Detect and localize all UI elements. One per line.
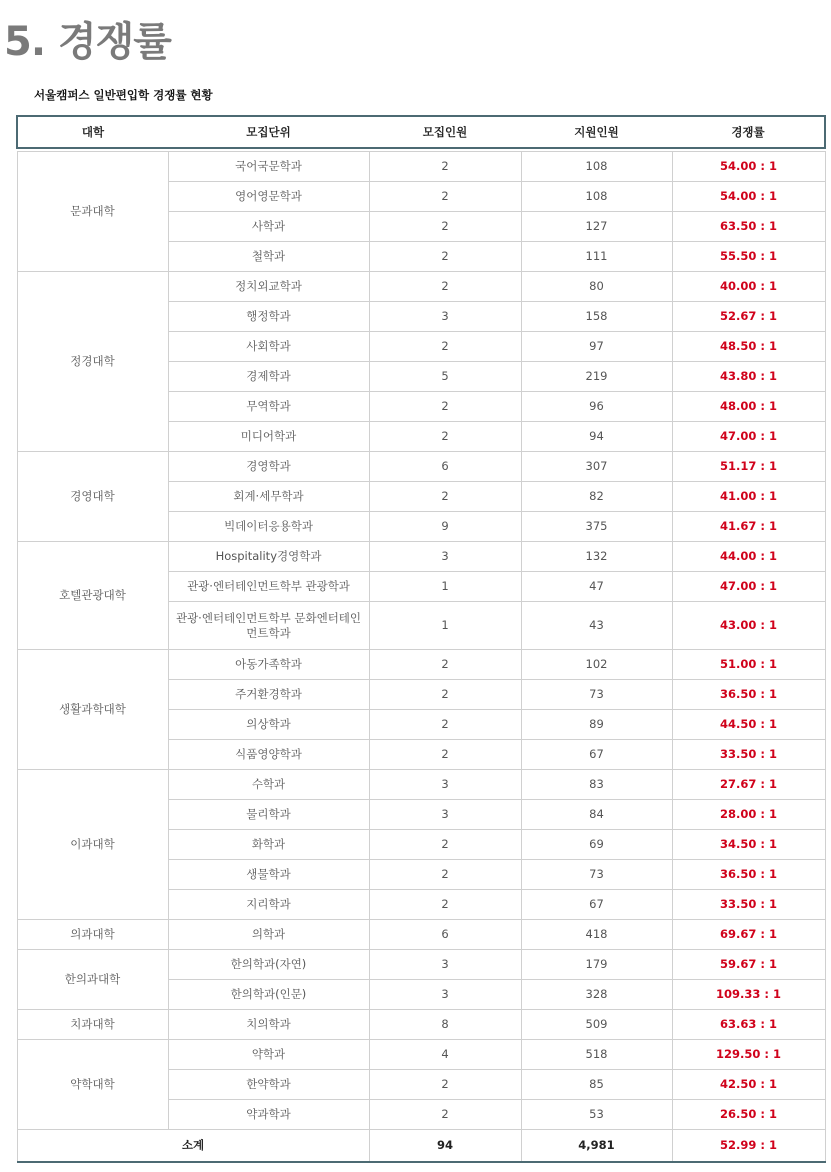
applicants-cell: 219 bbox=[521, 362, 672, 392]
rate-cell: 43.80 : 1 bbox=[672, 362, 825, 392]
table-row bbox=[17, 920, 825, 950]
applicants-cell: 83 bbox=[521, 770, 672, 800]
applicants-cell: 375 bbox=[521, 512, 672, 542]
rate-cell: 42.50 : 1 bbox=[672, 1070, 825, 1100]
table-subtitle: 서울캠퍼스 일반편입학 경쟁률 현황 bbox=[34, 88, 213, 102]
table-row bbox=[17, 272, 825, 302]
unit-cell: 경영학과 bbox=[168, 452, 369, 482]
unit-cell: 지리학과 bbox=[168, 890, 369, 920]
applicants-cell: 84 bbox=[521, 800, 672, 830]
applicants-cell: 111 bbox=[521, 242, 672, 272]
applicants-cell: 43 bbox=[521, 602, 672, 650]
rate-cell: 47.00 : 1 bbox=[672, 422, 825, 452]
applicants-cell: 89 bbox=[521, 710, 672, 740]
quota-cell: 3 bbox=[369, 950, 521, 980]
applicants-cell: 97 bbox=[521, 332, 672, 362]
quota-cell: 2 bbox=[369, 212, 521, 242]
unit-cell: 무역학과 bbox=[168, 392, 369, 422]
applicants-cell: 418 bbox=[521, 920, 672, 950]
unit-cell: 미디어학과 bbox=[168, 422, 369, 452]
unit-cell: 아동가족학과 bbox=[168, 650, 369, 680]
total-rate-cell: 52.99 : 1 bbox=[672, 1130, 825, 1163]
rate-cell: 28.00 : 1 bbox=[672, 800, 825, 830]
rate-cell: 43.00 : 1 bbox=[672, 602, 825, 650]
college-name-cell: 약학대학 bbox=[17, 1040, 168, 1130]
table-header-row bbox=[17, 116, 825, 148]
unit-cell: 주거환경학과 bbox=[168, 680, 369, 710]
unit-cell: 경제학과 bbox=[168, 362, 369, 392]
applicants-cell: 328 bbox=[521, 980, 672, 1010]
applicants-cell: 158 bbox=[521, 302, 672, 332]
unit-cell: 관광·엔터테인먼트학부 문화엔터테인먼트학과 bbox=[168, 602, 369, 650]
unit-cell: 약과학과 bbox=[168, 1100, 369, 1130]
quota-cell: 3 bbox=[369, 770, 521, 800]
rate-cell: 69.67 : 1 bbox=[672, 920, 825, 950]
unit-cell: 약학과 bbox=[168, 1040, 369, 1070]
applicants-cell: 96 bbox=[521, 392, 672, 422]
table-row bbox=[17, 650, 825, 680]
applicants-cell: 73 bbox=[521, 860, 672, 890]
applicants-cell: 179 bbox=[521, 950, 672, 980]
quota-cell: 2 bbox=[369, 680, 521, 710]
college-name-cell: 정경대학 bbox=[17, 272, 168, 452]
rate-cell: 129.50 : 1 bbox=[672, 1040, 825, 1070]
applicants-cell: 132 bbox=[521, 542, 672, 572]
applicants-cell: 94 bbox=[521, 422, 672, 452]
quota-cell: 2 bbox=[369, 272, 521, 302]
unit-cell: 회계·세무학과 bbox=[168, 482, 369, 512]
college-name-cell: 호텔관광대학 bbox=[17, 542, 168, 650]
college-name-cell: 치과대학 bbox=[17, 1010, 168, 1040]
rate-cell: 59.67 : 1 bbox=[672, 950, 825, 980]
rate-cell: 47.00 : 1 bbox=[672, 572, 825, 602]
table-row bbox=[17, 542, 825, 572]
quota-cell: 3 bbox=[369, 980, 521, 1010]
unit-cell: 정치외교학과 bbox=[168, 272, 369, 302]
unit-cell: Hospitality경영학과 bbox=[168, 542, 369, 572]
rate-cell: 51.00 : 1 bbox=[672, 650, 825, 680]
rate-cell: 33.50 : 1 bbox=[672, 740, 825, 770]
unit-cell: 사회학과 bbox=[168, 332, 369, 362]
rate-cell: 44.50 : 1 bbox=[672, 710, 825, 740]
college-name-cell: 의과대학 bbox=[17, 920, 168, 950]
unit-cell: 한의학과(자연) bbox=[168, 950, 369, 980]
quota-cell: 3 bbox=[369, 302, 521, 332]
quota-cell: 6 bbox=[369, 920, 521, 950]
unit-cell: 사학과 bbox=[168, 212, 369, 242]
quota-cell: 5 bbox=[369, 362, 521, 392]
table-row bbox=[17, 452, 825, 482]
college-name-cell: 경영대학 bbox=[17, 452, 168, 542]
table-body bbox=[17, 148, 825, 1162]
applicants-cell: 73 bbox=[521, 680, 672, 710]
unit-cell: 영어영문학과 bbox=[168, 182, 369, 212]
rate-cell: 34.50 : 1 bbox=[672, 830, 825, 860]
quota-cell: 1 bbox=[369, 572, 521, 602]
quota-cell: 2 bbox=[369, 1100, 521, 1130]
total-label-cell: 소계 bbox=[17, 1130, 369, 1163]
rate-cell: 41.67 : 1 bbox=[672, 512, 825, 542]
quota-cell: 6 bbox=[369, 452, 521, 482]
quota-cell: 2 bbox=[369, 182, 521, 212]
rate-cell: 109.33 : 1 bbox=[672, 980, 825, 1010]
college-name-cell: 한의과대학 bbox=[17, 950, 168, 1010]
quota-cell: 2 bbox=[369, 422, 521, 452]
unit-cell: 한의학과(인문) bbox=[168, 980, 369, 1010]
quota-cell: 2 bbox=[369, 830, 521, 860]
rate-cell: 48.50 : 1 bbox=[672, 332, 825, 362]
rate-cell: 41.00 : 1 bbox=[672, 482, 825, 512]
unit-cell: 철학과 bbox=[168, 242, 369, 272]
quota-cell: 2 bbox=[369, 152, 521, 182]
unit-cell: 식품영양학과 bbox=[168, 740, 369, 770]
applicants-cell: 67 bbox=[521, 740, 672, 770]
quota-cell: 2 bbox=[369, 890, 521, 920]
quota-cell: 2 bbox=[369, 1070, 521, 1100]
unit-cell: 관광·엔터테인먼트학부 관광학과 bbox=[168, 572, 369, 602]
header-unit: 모집단위 bbox=[168, 116, 369, 148]
quota-cell: 3 bbox=[369, 542, 521, 572]
header-rate: 경쟁률 bbox=[672, 116, 825, 148]
competition-rate-table bbox=[16, 115, 826, 1163]
unit-cell: 생물학과 bbox=[168, 860, 369, 890]
quota-cell: 8 bbox=[369, 1010, 521, 1040]
college-name-cell: 이과대학 bbox=[17, 770, 168, 920]
quota-cell: 1 bbox=[369, 602, 521, 650]
page-title: 5. 경쟁률 bbox=[4, 19, 171, 65]
quota-cell: 2 bbox=[369, 392, 521, 422]
applicants-cell: 307 bbox=[521, 452, 672, 482]
college-name-cell: 생활과학대학 bbox=[17, 650, 168, 770]
rate-cell: 40.00 : 1 bbox=[672, 272, 825, 302]
unit-cell: 수학과 bbox=[168, 770, 369, 800]
table-row bbox=[17, 770, 825, 800]
applicants-cell: 102 bbox=[521, 650, 672, 680]
header-applicants: 지원인원 bbox=[521, 116, 672, 148]
applicants-cell: 108 bbox=[521, 182, 672, 212]
quota-cell: 2 bbox=[369, 710, 521, 740]
unit-cell: 빅데이터응용학과 bbox=[168, 512, 369, 542]
total-row bbox=[17, 1130, 825, 1163]
quota-cell: 2 bbox=[369, 860, 521, 890]
unit-cell: 행정학과 bbox=[168, 302, 369, 332]
rate-cell: 63.50 : 1 bbox=[672, 212, 825, 242]
rate-cell: 26.50 : 1 bbox=[672, 1100, 825, 1130]
quota-cell: 3 bbox=[369, 800, 521, 830]
applicants-cell: 127 bbox=[521, 212, 672, 242]
rate-cell: 27.67 : 1 bbox=[672, 770, 825, 800]
rate-cell: 48.00 : 1 bbox=[672, 392, 825, 422]
rate-cell: 36.50 : 1 bbox=[672, 860, 825, 890]
quota-cell: 2 bbox=[369, 332, 521, 362]
applicants-cell: 108 bbox=[521, 152, 672, 182]
table-row bbox=[17, 1040, 825, 1070]
table-row bbox=[17, 950, 825, 980]
unit-cell: 치의학과 bbox=[168, 1010, 369, 1040]
rate-cell: 36.50 : 1 bbox=[672, 680, 825, 710]
unit-cell: 의상학과 bbox=[168, 710, 369, 740]
rate-cell: 33.50 : 1 bbox=[672, 890, 825, 920]
applicants-cell: 82 bbox=[521, 482, 672, 512]
unit-cell: 국어국문학과 bbox=[168, 152, 369, 182]
rate-cell: 55.50 : 1 bbox=[672, 242, 825, 272]
unit-cell: 물리학과 bbox=[168, 800, 369, 830]
rate-cell: 52.67 : 1 bbox=[672, 302, 825, 332]
header-quota: 모집인원 bbox=[369, 116, 521, 148]
table-row bbox=[17, 152, 825, 182]
header-college: 대학 bbox=[17, 116, 168, 148]
applicants-cell: 509 bbox=[521, 1010, 672, 1040]
applicants-cell: 85 bbox=[521, 1070, 672, 1100]
quota-cell: 2 bbox=[369, 650, 521, 680]
rate-cell: 54.00 : 1 bbox=[672, 182, 825, 212]
rate-cell: 44.00 : 1 bbox=[672, 542, 825, 572]
table-row bbox=[17, 1010, 825, 1040]
total-applicants-cell: 4,981 bbox=[521, 1130, 672, 1163]
quota-cell: 2 bbox=[369, 740, 521, 770]
total-quota-cell: 94 bbox=[369, 1130, 521, 1163]
rate-cell: 63.63 : 1 bbox=[672, 1010, 825, 1040]
applicants-cell: 47 bbox=[521, 572, 672, 602]
rate-cell: 54.00 : 1 bbox=[672, 152, 825, 182]
applicants-cell: 80 bbox=[521, 272, 672, 302]
applicants-cell: 518 bbox=[521, 1040, 672, 1070]
quota-cell: 9 bbox=[369, 512, 521, 542]
applicants-cell: 69 bbox=[521, 830, 672, 860]
quota-cell: 4 bbox=[369, 1040, 521, 1070]
college-name-cell: 문과대학 bbox=[17, 152, 168, 272]
applicants-cell: 67 bbox=[521, 890, 672, 920]
unit-cell: 의학과 bbox=[168, 920, 369, 950]
unit-cell: 한약학과 bbox=[168, 1070, 369, 1100]
applicants-cell: 53 bbox=[521, 1100, 672, 1130]
quota-cell: 2 bbox=[369, 482, 521, 512]
unit-cell: 화학과 bbox=[168, 830, 369, 860]
rate-cell: 51.17 : 1 bbox=[672, 452, 825, 482]
quota-cell: 2 bbox=[369, 242, 521, 272]
